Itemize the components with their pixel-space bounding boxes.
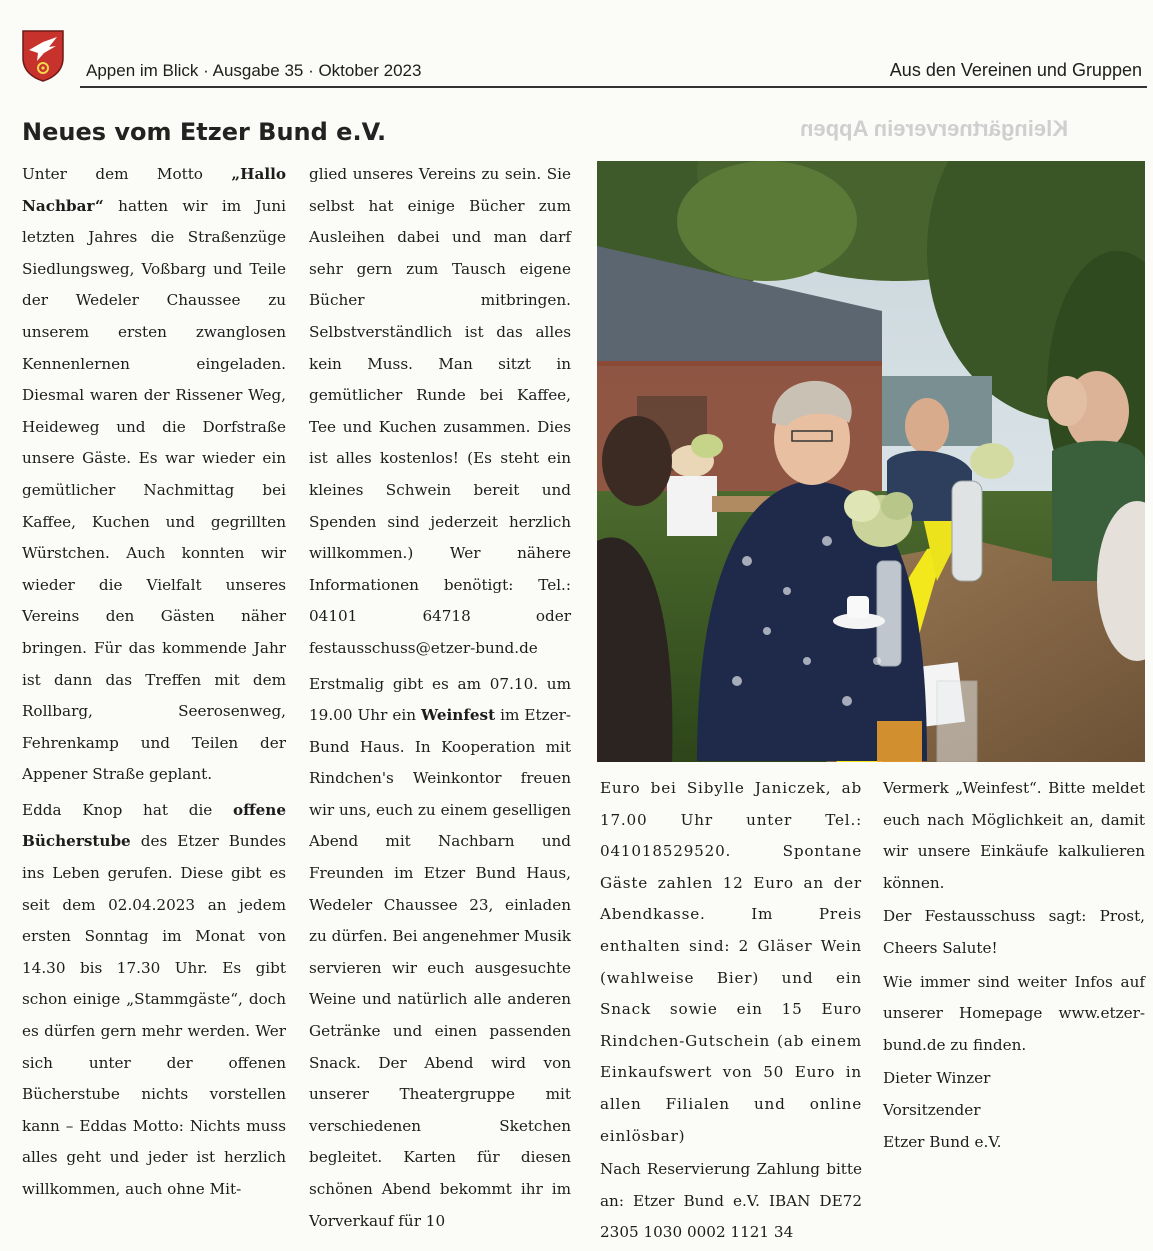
header-section: Aus den Vereinen und Gruppen bbox=[889, 60, 1142, 80]
weinfest-bold: Weinfest bbox=[421, 706, 496, 725]
header-rule bbox=[80, 86, 1147, 88]
signature-name: Dieter Winzer bbox=[883, 1069, 991, 1088]
paragraph: Edda Knop hat die offene Bücherstube des Etzer Bundes ins Leben gerufen. Diese gibt es seit dem 02.04.2023 an jedem ersten Sonntag im Monat von 14.30 bis 17.30 Uhr. Es gibt schon einige „Stammgäste“, doch es dürfen gern mehr werden. Wer sich unter der offenen Bücherstube nichts vorstellen kann – Eddas Motto: Nichts muss alles geht und jeder ist herzlich willkommen, auch ohne Mit- bbox=[22, 800, 286, 1198]
text-column-3 bbox=[600, 773, 862, 1251]
paragraph: Nach Reservierung Zahlung bitte an: Etzer Bund e.V. IBAN DE72 2305 1030 0002 1121 34 bbox=[600, 1160, 862, 1242]
text-column-2 bbox=[309, 159, 571, 1241]
header-publication: Appen im Blick · Ausgabe 35 · Oktober 2023 bbox=[86, 61, 422, 80]
article-title: Neues vom Etzer Bund e.V. bbox=[22, 118, 387, 146]
paragraph: glied unseres Vereins zu sein. Sie selbst hat einige Bücher zum Ausleihen dabei und man darf sehr gern zum Tausch eigene Bücher mitbringen. Selbstverständlich ist das alles kein Muss. Man sitzt in gemütlicher Runde bei Kaffee, Tee und Kuchen zusammen. Dies ist alles kostenlos! (Es steht ein kleines Schwein bereit und Spenden sind jederzeit herzlich willkommen.) Wer nähere Informationen benötigt: Tel.: 04101 64718 oder festausschuss@etzer-bund.de bbox=[309, 165, 571, 657]
paragraph: Wie immer sind weiter Infos auf unserer Homepage www.etzer-bund.de zu finden. bbox=[883, 972, 1145, 1054]
text-column-1 bbox=[22, 159, 286, 1210]
appen-crest-icon bbox=[20, 28, 66, 82]
event-photo bbox=[597, 161, 1145, 762]
buecherstube-bold: offene Bücherstube bbox=[22, 800, 286, 851]
bleed-through-heading: Kleingärtnerverein Appen bbox=[800, 116, 1069, 141]
text-column-4 bbox=[883, 773, 1145, 1158]
paragraph: Euro bei Sibylle Janiczek, ab 17.00 Uhr unter Tel.: 041018529520. Spontane Gäste zahlen 12 Euro an der Abendkasse. Im Preis enthalten sind: 2 Gläser Wein (wahlweise Bier) und ein Snack sowie ein 15 Euro Rindchen-Gutschein (ab einem Einkaufswert von 50 Euro in allen Filialen und online einlösbar) bbox=[600, 779, 862, 1145]
paragraph: Der Festausschuss sagt: Prost, Cheers Salute! bbox=[883, 907, 1145, 957]
paragraph: Erstmalig gibt es am 07.10. um 19.00 Uhr ein Weinfest im Etzer-Bund Haus. In Kooperation mit Rindchen's Weinkontor freuen wir uns, euch zu einem geselligen Abend mit Nachbarn und Freunden im Etzer Bund Haus, Wedeler Chaussee 23, einladen zu dürfen. Bei angenehmer Musik servieren wir euch ausgesuchte Weine und natürlich alle anderen Getränke und einen passenden Snack. Der Abend wird von unserer Theatergruppe mit verschiedenen Sketchen begleitet. Karten für diesen schönen Abend bekommt ihr im Vorverkauf für 10 bbox=[309, 674, 572, 1230]
signature-role: Vorsitzender bbox=[883, 1100, 981, 1119]
motto-bold: „Hallo Nachbar“ bbox=[22, 165, 286, 215]
paragraph: Vermerk „Weinfest“. Bitte meldet euch nach Möglichkeit an, damit wir unsere Einkäufe kalkulieren können. bbox=[883, 779, 1145, 892]
paragraph: Unter dem Motto „Hallo Nachbar“ hatten wir im Juni letzten Jahres die Straßenzüge Siedlungsweg, Voßbarg und Teile der Wedeler Chaussee zu unserem ersten zwanglosen Kennenlernen eingeladen. Diesmal waren der Rissener Weg, Heideweg und die Dorfstraße unsere Gäste. Es war wieder ein gemütlicher Nachmittag bei Kaffee, Kuchen und gegrillten Würstchen. Auch konnten wir wieder die Vielfalt unseres Vereins den Gästen näher bringen. Für das kommende Jahr ist dann das Treffen mit dem Rollbarg, Seerosenweg, Fehrenkamp und Teilen der Appener Straße geplant. bbox=[22, 165, 286, 784]
signature-org: Etzer Bund e.V. bbox=[883, 1132, 1002, 1151]
